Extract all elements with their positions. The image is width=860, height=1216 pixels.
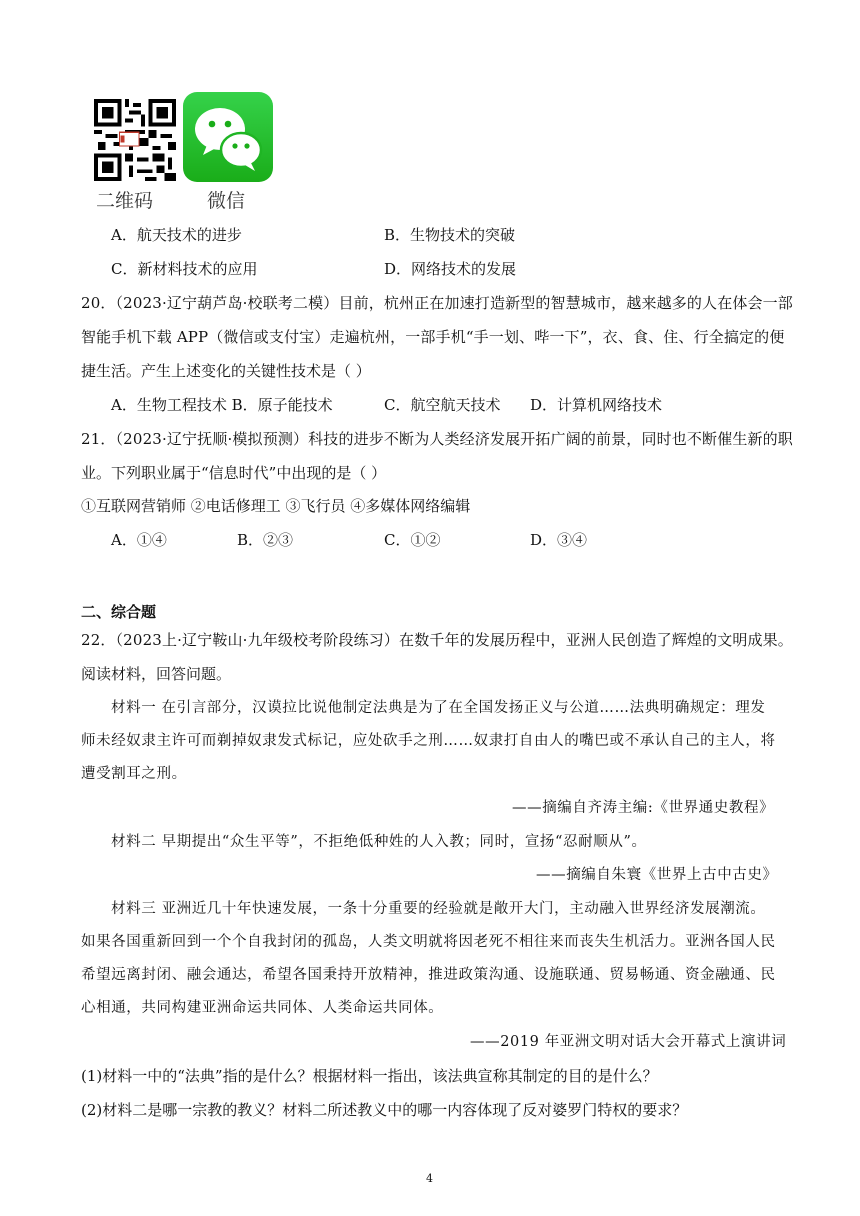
material-2: 材料二 早期提出“众生平等”，不拒绝低种姓的人入教；同时，宣扬“忍耐顺从”。 [111, 834, 647, 850]
material-1-line-3: 遭受割耳之刑。 [81, 766, 187, 782]
material-1-source: ——摘编自齐涛主编:《世界通史教程》 [512, 800, 775, 816]
material-1-line-2: 师未经奴隶主许可而剃掉奴隶发式标记，应处砍手之刑……奴隶打自由人的嘴巴或不承认自己的主人，将 [81, 733, 776, 749]
material-3-line-3: 希望远离封闭、融会通达，希望各国秉持开放精神，推进政策沟通、设施联通、贸易畅通、资金融通、民 [81, 967, 776, 983]
wechat-icon [183, 92, 273, 182]
material-3-line-2: 如果各国重新回到一个个自我封闭的孤岛，人类文明就将因老死不相往来而丧失生机活力。亚洲各国人民 [81, 934, 776, 950]
qr-code-icon [94, 99, 176, 181]
q21-option-a: A．①④ [111, 531, 167, 549]
q21-option-d: D．③④ [530, 531, 588, 549]
wechat-label: 微信 [207, 190, 246, 212]
material-2-source: ——摘编自朱寰《世界上古中古史》 [536, 867, 778, 883]
q19-option-d: D．网络技术的发展 [384, 260, 517, 278]
q20-option-ab: A．生物工程技术 B．原子能技术 [111, 396, 333, 414]
qr-code-label: 二维码 [96, 190, 154, 212]
q20-line-1: 20．（2023·辽宁葫芦岛·校联考二模）目前，杭州正在加速打造新型的智慧城市，越来越多的人在体会一部 [81, 294, 793, 312]
material-3-line-1: 材料三 亚洲近几十年快速发展，一条十分重要的经验就是敞开大门，主动融入世界经济发展潮流。 [111, 901, 766, 917]
q19-option-a: A．航天技术的进步 [111, 226, 242, 244]
q19-option-b: B．生物技术的突破 [384, 226, 516, 244]
q20-option-c: C．航空航天技术 [384, 396, 501, 414]
q21-line-3: ①互联网营销师 ②电话修理工 ③飞行员 ④多媒体网络编辑 [81, 497, 471, 515]
q22-question-2: (2)材料二是哪一宗教的教义？材料二所述教义中的哪一内容体现了反对婆罗门特权的要求？ [81, 1101, 688, 1119]
q20-option-d: D．计算机网络技术 [530, 396, 663, 414]
q20-line-3: 捷生活。产生上述变化的关键性技术是（ ） [81, 362, 371, 380]
material-3-line-4: 心相通，共同构建亚洲命运共同体、人类命运共同体。 [81, 1000, 444, 1016]
page-number: 4 [426, 1172, 433, 1185]
material-3-source: ——2019 年亚洲文明对话大会开幕式上演讲词 [470, 1034, 787, 1050]
q22-line-1: 22．（2023上·辽宁鞍山·九年级校考阶段练习）在数千年的发展历程中，亚洲人民创造了辉煌的文明成果。 [81, 631, 793, 649]
q21-option-b: B．②③ [237, 531, 294, 549]
q20-line-2: 智能手机下载 APP（微信或支付宝）走遍杭州，一部手机“手一划、哔一下”，衣、食、住、行全搞定的便 [81, 328, 785, 346]
q21-option-c: C．①② [384, 531, 441, 549]
q21-line-2: 业。下列职业属于“信息时代”中出现的是（ ） [81, 464, 387, 482]
q22-line-2: 阅读材料，回答问题。 [81, 665, 232, 683]
q22-question-1: (1)材料一中的“法典”指的是什么？根据材料一指出，该法典宣称其制定的目的是什么？ [81, 1067, 658, 1085]
q19-option-c: C．新材料技术的应用 [111, 260, 258, 278]
section-heading: 二、综合题 [81, 603, 157, 621]
q21-line-1: 21．（2023·辽宁抚顺·模拟预测）科技的进步不断为人类经济发展开拓广阔的前景，同时也不断催生新的职 [81, 430, 793, 448]
material-1-line-1: 材料一 在引言部分，汉谟拉比说他制定法典是为了在全国发扬正义与公道……法典明确规定：理发 [111, 700, 766, 716]
